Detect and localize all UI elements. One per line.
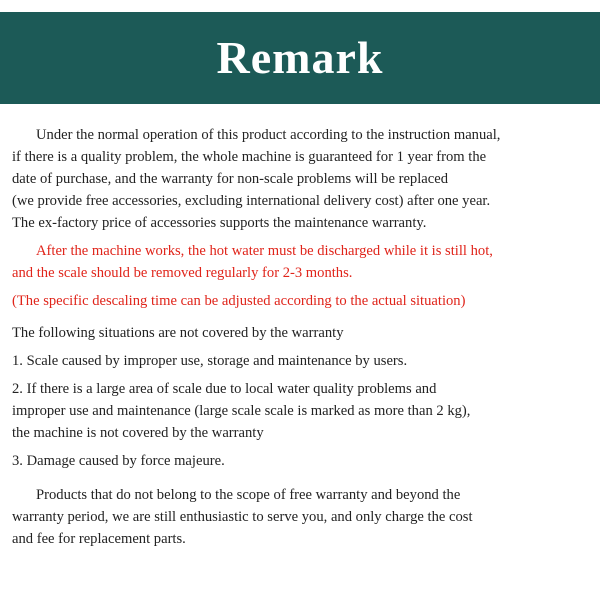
exclusions-heading-line: The following situations are not covered by the warranty: [12, 325, 344, 341]
exclusions-heading: [12, 322, 596, 344]
warning-paragraph: [12, 240, 596, 284]
intro-line: The ex-factory price of accessories supports the maintenance warranty.: [12, 215, 427, 231]
exclusion-line: 3. Damage caused by force majeure.: [12, 453, 225, 469]
exclusion-line: 2. If there is a large area of scale due to local water quality problems and: [12, 381, 437, 397]
closing-line: and fee for replacement parts.: [12, 531, 186, 547]
exclusion-item-2: [12, 378, 596, 444]
title-banner: [0, 12, 600, 104]
page-title: Remark: [216, 32, 384, 83]
warning-note: [12, 290, 596, 312]
intro-line: (we provide free accessories, excluding international delivery cost) after one year.: [12, 193, 491, 209]
exclusion-item-3: [12, 450, 596, 472]
warning-line: After the machine works, the hot water must be discharged while it is still hot,: [36, 243, 493, 259]
exclusion-item-1: [12, 350, 596, 372]
warning-line: and the scale should be removed regularly for 2-3 months.: [12, 265, 353, 281]
exclusion-line: the machine is not covered by the warranty: [12, 425, 264, 441]
exclusion-line: improper use and maintenance (large scale scale is marked as more than 2 kg),: [12, 403, 471, 419]
remark-body: [12, 124, 596, 550]
warning-note-line: (The specific descaling time can be adjusted according to the actual situation): [12, 293, 466, 309]
intro-line: date of purchase, and the warranty for non-scale problems will be replaced: [12, 171, 449, 187]
intro-line: if there is a quality problem, the whole machine is guaranteed for 1 year from the: [12, 149, 487, 165]
closing-line: Products that do not belong to the scope of free warranty and beyond the: [36, 487, 461, 503]
intro-line: Under the normal operation of this product according to the instruction manual,: [36, 127, 501, 143]
exclusion-line: 1. Scale caused by improper use, storage and maintenance by users.: [12, 353, 408, 369]
intro-paragraph: [12, 124, 596, 234]
closing-line: warranty period, we are still enthusiastic to serve you, and only charge the cost: [12, 509, 473, 525]
closing-paragraph: [12, 484, 596, 550]
